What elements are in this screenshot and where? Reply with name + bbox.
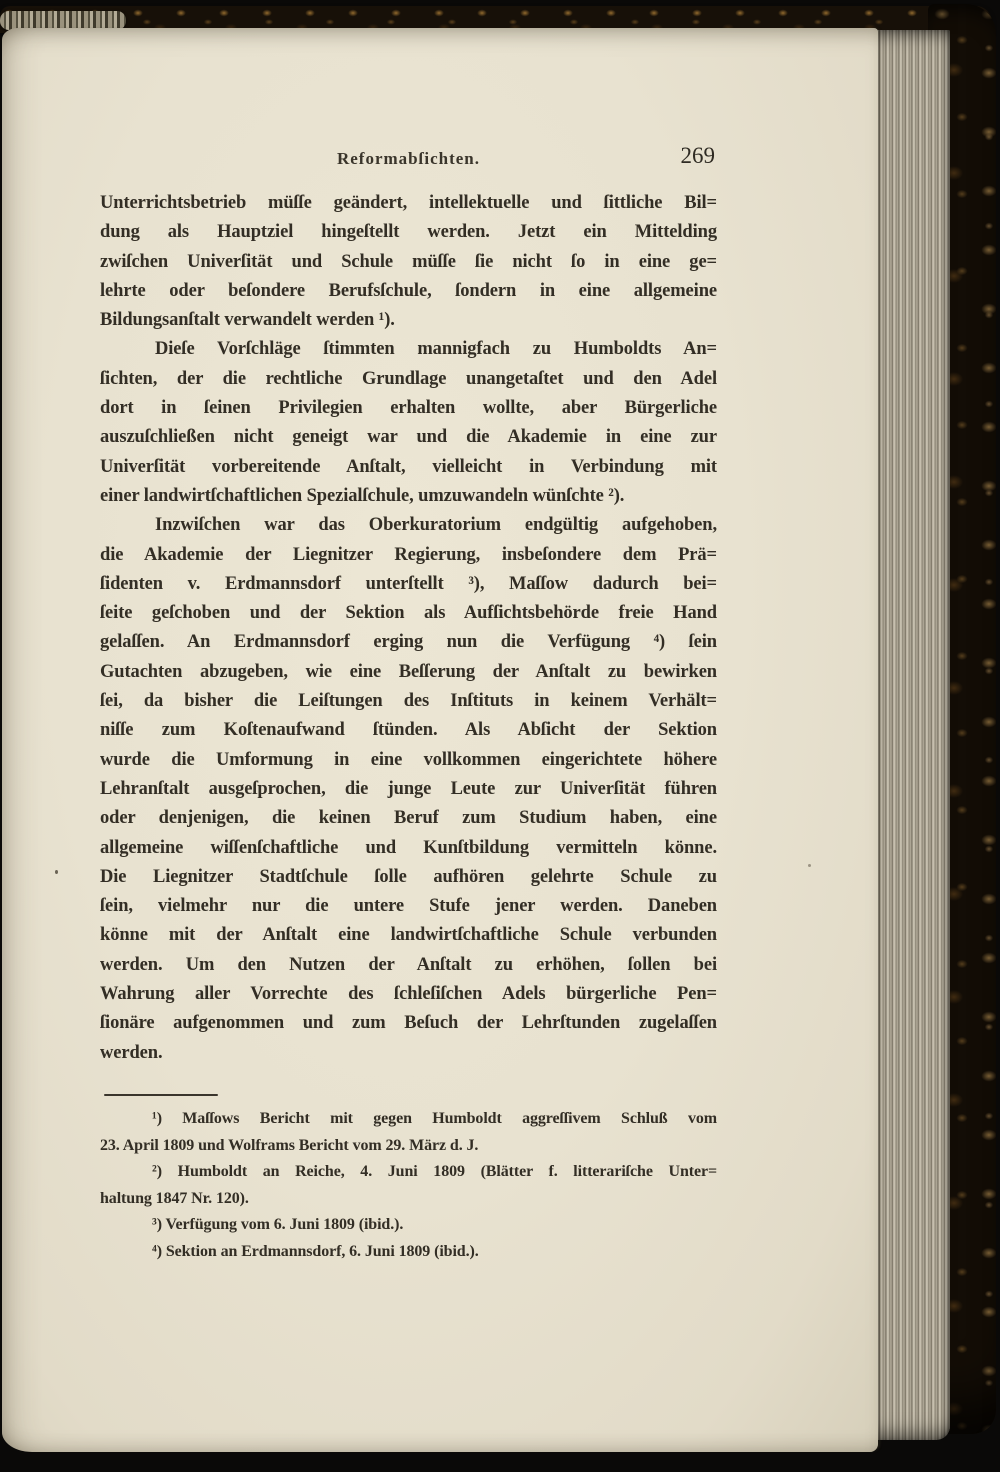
- text-line: werden.: [100, 1042, 163, 1063]
- text-line: niſſe zum Koſtenaufwand ſtünden. Als Abſicht der Sektion: [100, 720, 717, 741]
- text-line: wurde die Umformung in eine vollkommen eingerichtete höhere: [100, 749, 717, 770]
- text-line: ſidenten v. Erdmannsdorf unterſtellt ³), Maſſow dadurch bei=: [100, 573, 717, 594]
- text-line: dort in ſeinen Privilegien erhalten wollte, aber Bürgerliche: [100, 398, 717, 419]
- text-line: ſein, vielmehr nur die untere Stufe jener werden. Daneben: [100, 896, 717, 917]
- text-line: lehrte oder beſondere Berufsſchule, ſondern in eine allgemeine: [100, 280, 717, 301]
- text-line: Unterrichtsbetrieb müſſe geändert, intellektuelle und ſittliche Bil=: [100, 193, 717, 213]
- paper-speck: [55, 870, 58, 874]
- text-line: ſei, da bisher die Leiſtungen des Inſtituts in keinem Verhält=: [100, 691, 717, 712]
- text-line: gelaſſen. An Erdmannsdorf erging nun die Verfügung ⁴) ſein: [100, 632, 717, 653]
- page-stack-fore-edge: [874, 30, 950, 1440]
- footnote-separator: [104, 1094, 218, 1096]
- text-line: ¹) Maſſows Bericht mit gegen Humboldt aggreſſivem Schluß vom: [152, 1110, 717, 1127]
- text-line: ²) Humboldt an Reiche, 4. Juni 1809 (Blätter f. litterariſche Unter=: [152, 1163, 717, 1180]
- text-line: oder denjenigen, die keinen Beruf zum Studium haben, eine: [100, 808, 717, 829]
- text-line: haltung 1847 Nr. 120).: [100, 1189, 249, 1207]
- text-line: Dieſe Vorſchläge ſtimmten mannigfach zu Humboldts An=: [155, 339, 717, 360]
- text-line: werden. Um den Nutzen der Anſtalt zu erhöhen, ſollen bei: [100, 954, 717, 975]
- text-line: Wahrung aller Vorrechte des ſchleſiſchen Adels bürgerliche Pen=: [100, 984, 717, 1005]
- text-line: allgemeine wiſſenſchaftliche und Kunſtbildung vermitteln könne.: [100, 837, 717, 858]
- text-line: 23. April 1809 und Wolframs Bericht vom 29. März d. J.: [100, 1136, 479, 1154]
- text-line: ſionäre aufgenommen und zum Beſuch der Lehrſtunden zugelaſſen: [100, 1013, 717, 1034]
- page-body: [100, 189, 717, 1068]
- text-line: zwiſchen Univerſität und Schule müſſe ſie nicht ſo in eine ge=: [100, 251, 717, 272]
- text-line: ſichten, der die rechtliche Grundlage unangetaſtet und den Adel: [100, 368, 717, 389]
- text-line: die Akademie der Liegnitzer Regierung, insbeſondere dem Prä=: [100, 544, 717, 565]
- page-number: 269: [680, 143, 715, 168]
- text-line: Lehranſtalt ausgeſprochen, die junge Leute zur Univerſität führen: [100, 778, 717, 799]
- footnotes: [100, 1106, 717, 1265]
- text-line: ³) Verfügung vom 6. Juni 1809 (ibid.).: [152, 1216, 404, 1233]
- text-line: auszuſchließen nicht geneigt war und die Akademie in eine zur: [100, 427, 717, 448]
- page-header: [100, 143, 717, 172]
- text-line: Die Liegnitzer Stadtſchule ſolle aufhören gelehrte Schule zu: [100, 866, 717, 887]
- text-line: einer landwirtſchaftlichen Spezialſchule, umzuwandeln wünſchte ²).: [100, 485, 625, 506]
- text-line: Inzwiſchen war das Oberkuratorium endgültig aufgehoben,: [155, 515, 717, 536]
- text-line: Univerſität vorbereitende Anſtalt, vielleicht in Verbindung mit: [100, 456, 717, 477]
- text-line: ⁴) Sektion an Erdmannsdorf, 6. Juni 1809 (ibid.).: [152, 1242, 479, 1260]
- text-line: könne mit der Anſtalt eine landwirtſchaftliche Schule verbunden: [100, 925, 717, 946]
- text-line: Gutachten abzugeben, wie eine Beſſerung der Anſtalt zu bewirken: [100, 661, 717, 682]
- text-line: ſeite geſchoben und der Sektion als Aufſichtsbehörde freie Hand: [100, 603, 717, 624]
- running-title: Reformabſichten.: [336, 149, 480, 168]
- text-line: Bildungsanſtalt verwandelt werden ¹).: [100, 310, 395, 331]
- book-page: [2, 28, 878, 1452]
- paper-speck: [808, 864, 811, 867]
- text-line: dung als Hauptziel hingeſtellt werden. Jetzt ein Mittelding: [100, 222, 717, 243]
